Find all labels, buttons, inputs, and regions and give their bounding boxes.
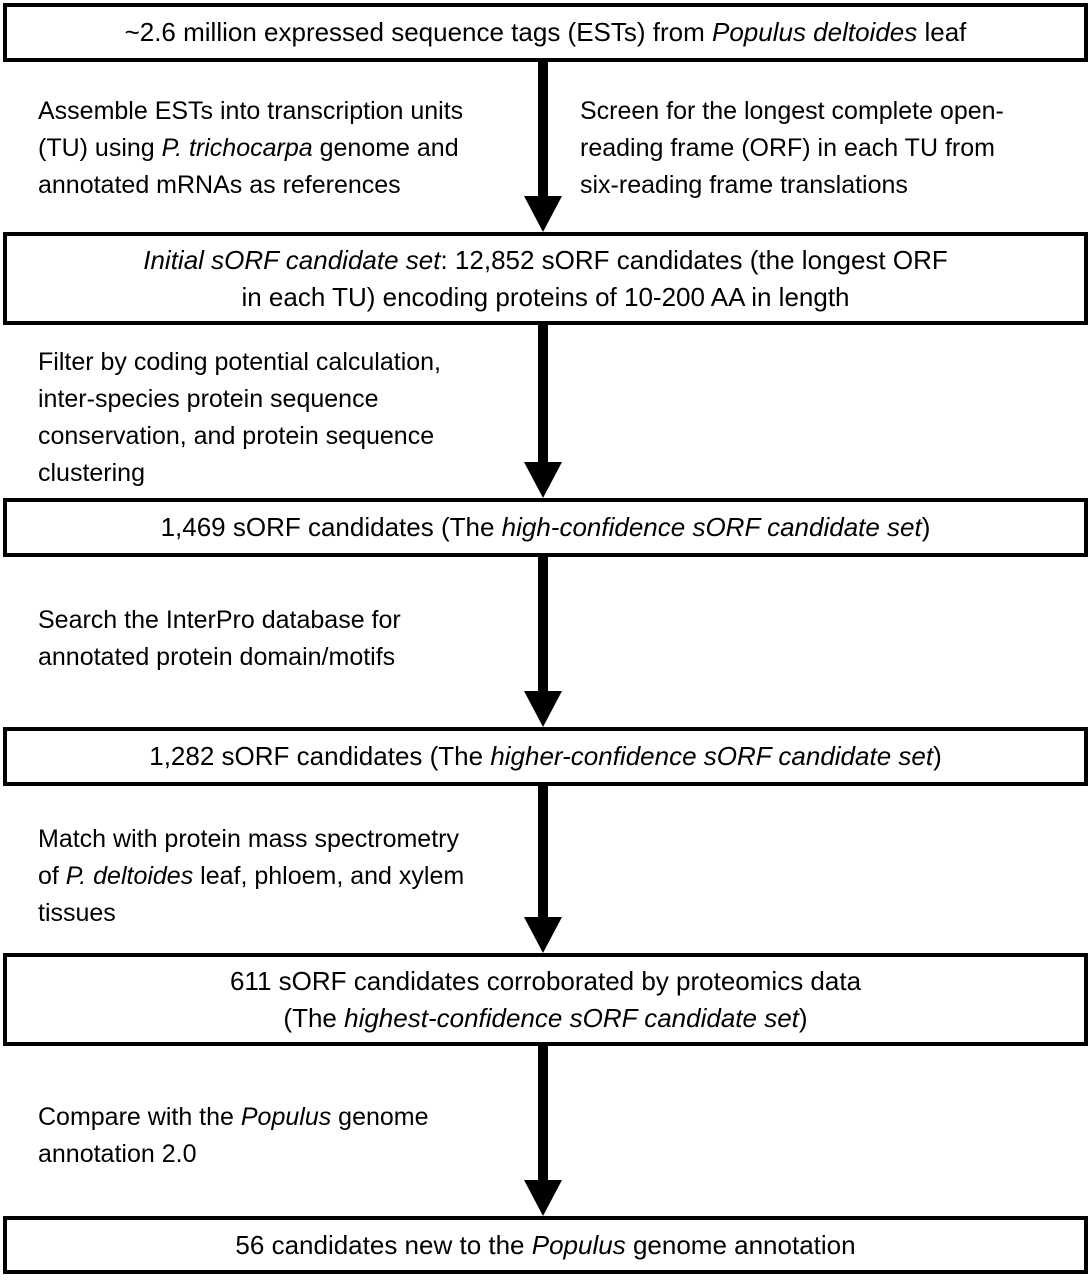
text-segment: 1,469 sORF candidates (The	[160, 512, 502, 542]
text-segment: 611 sORF candidates corroborated by proteomics data	[229, 965, 862, 996]
arrow-head-icon	[524, 462, 562, 498]
italic-text-segment: high-confidence sORF candidate set	[501, 512, 922, 542]
text-segment: genome	[331, 1103, 429, 1131]
italic-text-segment: Populus	[531, 1229, 626, 1260]
italic-text-segment: highest-confidence sORF candidate set	[344, 1002, 799, 1033]
text-line	[283, 1000, 807, 1037]
flow-arrow-down	[524, 325, 562, 498]
text-segment: ~2.6 million expressed sequence tags (ESTs) from	[124, 17, 712, 47]
arrow-head-icon	[524, 691, 562, 727]
text-segment: of	[38, 862, 66, 890]
text-line	[38, 1136, 429, 1173]
text-segment: tissues	[38, 899, 116, 927]
text-line	[580, 167, 1004, 204]
text-segment: Screen for the longest complete open-	[580, 97, 1004, 125]
text-segment: Compare with the	[38, 1103, 241, 1131]
text-line	[38, 381, 441, 418]
text-line	[38, 602, 401, 639]
text-segment: genome and	[312, 134, 459, 162]
box-highest-confidence-sorf-set	[3, 953, 1088, 1046]
text-segment: clustering	[38, 459, 145, 487]
text-line	[38, 344, 441, 381]
text-segment: annotated protein domain/motifs	[38, 643, 396, 671]
text-segment: genome annotation	[625, 1229, 856, 1260]
text-segment: annotation 2.0	[38, 1140, 197, 1168]
text-line	[38, 639, 401, 676]
box-ests-input	[3, 3, 1088, 62]
italic-text-segment: P. trichocarpa	[161, 134, 313, 162]
box-high-confidence-sorf-set	[3, 498, 1088, 557]
text-line	[580, 93, 1004, 130]
box-higher-confidence-sorf-set	[3, 727, 1088, 786]
flow-arrow-down	[524, 1046, 562, 1216]
step-label-search	[38, 602, 401, 676]
text-segment: annotated mRNAs as references	[38, 171, 401, 199]
text-line	[38, 821, 464, 858]
text-line	[241, 279, 849, 316]
text-line	[235, 1227, 855, 1264]
text-line	[38, 895, 464, 932]
text-segment: leaf	[917, 17, 967, 47]
arrow-head-icon	[524, 917, 562, 953]
text-line	[38, 858, 464, 895]
text-segment: leaf, phloem, and xylem	[193, 862, 465, 890]
text-segment: conservation, and protein sequence	[38, 422, 435, 450]
text-line	[38, 1099, 429, 1136]
text-segment: inter-species protein sequence	[38, 385, 379, 413]
text-line	[38, 418, 441, 455]
text-line	[125, 14, 967, 51]
text-segment: )	[921, 512, 931, 542]
arrow-head-icon	[524, 196, 562, 232]
step-label-assemble	[38, 93, 463, 204]
text-segment: (The	[283, 1002, 345, 1033]
step-label-compare	[38, 1099, 429, 1173]
flow-arrow-down	[524, 557, 562, 727]
arrow-shaft	[538, 62, 548, 210]
italic-text-segment: higher-confidence sORF candidate set	[490, 741, 934, 771]
step-label-screen	[580, 93, 1004, 204]
text-line	[580, 130, 1004, 167]
arrow-shaft	[538, 557, 548, 705]
text-line	[38, 130, 463, 167]
text-line	[161, 509, 931, 546]
step-label-filter	[38, 344, 441, 492]
text-segment: Search the InterPro database for	[38, 606, 401, 634]
text-segment: (TU) using	[38, 134, 162, 162]
text-segment: Filter by coding potential calculation,	[38, 348, 442, 376]
text-segment: 1,282 sORF candidates (The	[149, 741, 491, 771]
box-initial-sorf-candidate-set	[3, 232, 1088, 325]
text-line	[38, 167, 463, 204]
text-segment: in each TU) encoding proteins of 10-200 AA in length	[241, 281, 850, 312]
arrow-shaft	[538, 786, 548, 931]
text-segment: reading frame (ORF) in each TU from	[580, 134, 995, 162]
text-segment: 56 candidates new to the	[235, 1229, 532, 1260]
text-segment: six-reading frame translations	[580, 171, 908, 199]
text-segment: )	[933, 741, 942, 771]
step-label-match	[38, 821, 464, 932]
italic-text-segment: P. deltoides	[65, 862, 194, 890]
text-segment: Assemble ESTs into transcription units	[38, 97, 464, 125]
text-line	[143, 242, 948, 279]
text-segment: Match with protein mass spectrometry	[38, 825, 459, 853]
italic-text-segment: Populus	[240, 1103, 332, 1131]
italic-text-segment: Initial sORF candidate set	[143, 244, 441, 275]
arrow-shaft	[538, 1046, 548, 1194]
text-line	[38, 455, 441, 492]
text-segment: )	[798, 1002, 808, 1033]
box-new-candidates	[3, 1216, 1088, 1274]
text-segment: : 12,852 sORF candidates (the longest ORF	[440, 244, 948, 275]
text-line	[149, 738, 941, 775]
arrow-head-icon	[524, 1180, 562, 1216]
flow-arrow-down	[524, 786, 562, 953]
arrow-shaft	[538, 325, 548, 476]
italic-text-segment: Populus deltoides	[712, 17, 918, 47]
flow-arrow-down	[524, 62, 562, 232]
text-line	[38, 93, 463, 130]
text-line	[230, 963, 861, 1000]
